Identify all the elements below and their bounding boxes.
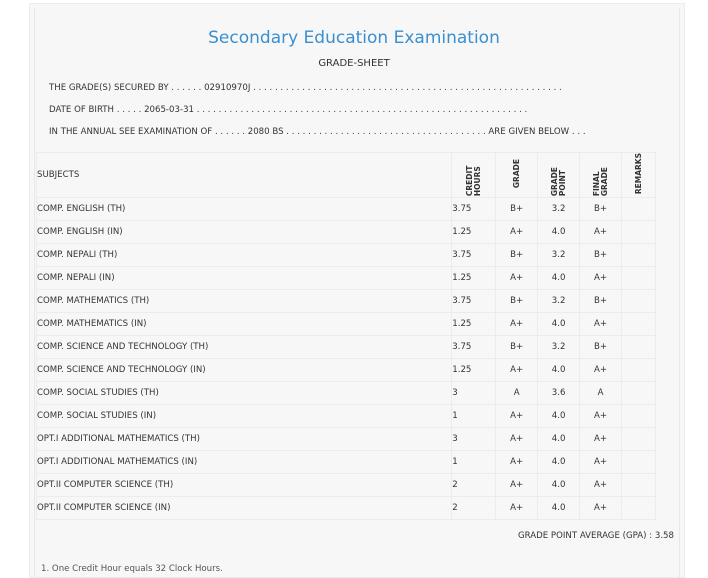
credit-cell: 1.25 — [452, 221, 496, 244]
subject-cell: OPT.I ADDITIONAL MATHEMATICS (TH) — [37, 428, 452, 451]
table-row — [37, 497, 656, 520]
final-grade-cell: B+ — [580, 244, 622, 267]
grade-cell: A+ — [496, 267, 538, 290]
table-row — [37, 267, 656, 290]
final-grade-cell: A+ — [580, 451, 622, 474]
grade-cell: B+ — [496, 198, 538, 221]
credit-hours-header: CREDIT HOURS — [452, 153, 496, 198]
credit-cell: 3.75 — [452, 290, 496, 313]
table-row — [37, 451, 656, 474]
subject-cell: COMP. ENGLISH (TH) — [37, 198, 452, 221]
final-grade-cell: A+ — [580, 405, 622, 428]
final-grade-header: FINAL GRADE — [580, 153, 622, 198]
credit-cell: 3 — [452, 382, 496, 405]
final-grade-cell: A+ — [580, 474, 622, 497]
remarks-cell — [622, 267, 656, 290]
grade-sheet-subtitle: GRADE-SHEET — [318, 58, 390, 69]
subject-cell: OPT.II COMPUTER SCIENCE (IN) — [37, 497, 452, 520]
grade-point-cell: 4.0 — [538, 359, 580, 382]
credit-cell: 1.25 — [452, 359, 496, 382]
final-grade-cell: A+ — [580, 221, 622, 244]
grade-point-cell: 4.0 — [538, 221, 580, 244]
credit-cell: 2 — [452, 474, 496, 497]
grade-point-cell: 4.0 — [538, 267, 580, 290]
final-grade-cell: A+ — [580, 428, 622, 451]
grades-table — [36, 152, 656, 520]
credit-cell: 2 — [452, 497, 496, 520]
exam-title: Secondary Education Examination — [208, 28, 500, 48]
grade-point-cell: 3.2 — [538, 198, 580, 221]
remarks-cell — [622, 497, 656, 520]
credit-cell: 1 — [452, 405, 496, 428]
final-grade-cell: B+ — [580, 198, 622, 221]
grade-point-cell: 4.0 — [538, 497, 580, 520]
remarks-cell — [622, 405, 656, 428]
table-row — [37, 359, 656, 382]
remarks-cell — [622, 313, 656, 336]
credit-hour-footnote: 1. One Credit Hour equals 32 Clock Hours. — [41, 564, 223, 574]
remarks-cell — [622, 382, 656, 405]
grade-point-cell: 4.0 — [538, 474, 580, 497]
table-row — [37, 313, 656, 336]
grade-header: GRADE — [496, 153, 538, 198]
student-symbol-line: THE GRADE(S) SECURED BY . . . . . . 02910970J . . . . . . . . . . . . . . . . . . . . . . . . . . . . . . . . . . . . . . . . . . . . . . . . . . . . . . . . . — [49, 83, 562, 93]
grade-cell: A+ — [496, 451, 538, 474]
final-grade-cell: A+ — [580, 359, 622, 382]
grade-cell: B+ — [496, 244, 538, 267]
credit-cell: 1 — [452, 451, 496, 474]
remarks-cell — [622, 474, 656, 497]
date-of-birth-line: DATE OF BIRTH . . . . . 2065-03-31 . . . . . . . . . . . . . . . . . . . . . . . . . . . . . . . . . . . . . . . . . . . . . . . . . . . . . . . . . . . . . — [49, 105, 528, 115]
table-row — [37, 428, 656, 451]
table-row — [37, 290, 656, 313]
final-grade-cell: B+ — [580, 336, 622, 359]
credit-cell: 3.75 — [452, 244, 496, 267]
grade-cell: B+ — [496, 290, 538, 313]
exam-year-line: IN THE ANNUAL SEE EXAMINATION OF . . . . . . 2080 BS . . . . . . . . . . . . . . . . . . . . . . . . . . . . . . . . . . . . . ARE GIVEN BELOW . . . — [49, 127, 586, 137]
gpa-summary: GRADE POINT AVERAGE (GPA) : 3.58 — [517, 531, 674, 541]
subject-cell: COMP. MATHEMATICS (TH) — [37, 290, 452, 313]
table-row — [37, 382, 656, 405]
grade-cell: B+ — [496, 336, 538, 359]
remarks-cell — [622, 221, 656, 244]
subject-cell: OPT.I ADDITIONAL MATHEMATICS (IN) — [37, 451, 452, 474]
subject-cell: COMP. MATHEMATICS (IN) — [37, 313, 452, 336]
table-header-row — [37, 153, 656, 198]
credit-cell: 3.75 — [452, 336, 496, 359]
credit-cell: 3 — [452, 428, 496, 451]
grade-cell: A+ — [496, 405, 538, 428]
grade-point-cell: 3.6 — [538, 382, 580, 405]
final-grade-cell: A+ — [580, 267, 622, 290]
remarks-cell — [622, 244, 656, 267]
subject-cell: COMP. SCIENCE AND TECHNOLOGY (TH) — [37, 336, 452, 359]
table-row — [37, 198, 656, 221]
final-grade-cell: A — [580, 382, 622, 405]
table-row — [37, 244, 656, 267]
grade-point-header: GRADE POINT — [538, 153, 580, 198]
grade-cell: A+ — [496, 221, 538, 244]
subject-cell: COMP. SCIENCE AND TECHNOLOGY (IN) — [37, 359, 452, 382]
credit-cell: 1.25 — [452, 267, 496, 290]
grade-point-cell: 4.0 — [538, 313, 580, 336]
final-grade-cell: A+ — [580, 497, 622, 520]
remarks-cell — [622, 290, 656, 313]
subject-cell: COMP. ENGLISH (IN) — [37, 221, 452, 244]
table-row — [37, 474, 656, 497]
table-row — [37, 336, 656, 359]
subject-cell: OPT.II COMPUTER SCIENCE (TH) — [37, 474, 452, 497]
grade-point-cell: 3.2 — [538, 290, 580, 313]
final-grade-cell: B+ — [580, 290, 622, 313]
remarks-header: REMARKS — [622, 153, 656, 198]
credit-cell: 3.75 — [452, 198, 496, 221]
grade-cell: A+ — [496, 359, 538, 382]
table-row — [37, 221, 656, 244]
subject-cell: COMP. NEPALI (TH) — [37, 244, 452, 267]
grade-point-cell: 3.2 — [538, 244, 580, 267]
final-grade-cell: A+ — [580, 313, 622, 336]
grade-cell: A+ — [496, 497, 538, 520]
grade-point-cell: 3.2 — [538, 336, 580, 359]
subject-cell: COMP. NEPALI (IN) — [37, 267, 452, 290]
grade-point-cell: 4.0 — [538, 451, 580, 474]
subjects-header: SUBJECTS — [37, 153, 452, 198]
credit-cell: 1.25 — [452, 313, 496, 336]
grade-point-cell: 4.0 — [538, 405, 580, 428]
remarks-cell — [622, 198, 656, 221]
remarks-cell — [622, 359, 656, 382]
grade-cell: A — [496, 382, 538, 405]
subject-cell: COMP. SOCIAL STUDIES (TH) — [37, 382, 452, 405]
remarks-cell — [622, 336, 656, 359]
subject-cell: COMP. SOCIAL STUDIES (IN) — [37, 405, 452, 428]
grade-point-cell: 4.0 — [538, 428, 580, 451]
grade-cell: A+ — [496, 313, 538, 336]
table-row — [37, 405, 656, 428]
grade-cell: A+ — [496, 428, 538, 451]
grade-cell: A+ — [496, 474, 538, 497]
remarks-cell — [622, 428, 656, 451]
remarks-cell — [622, 451, 656, 474]
